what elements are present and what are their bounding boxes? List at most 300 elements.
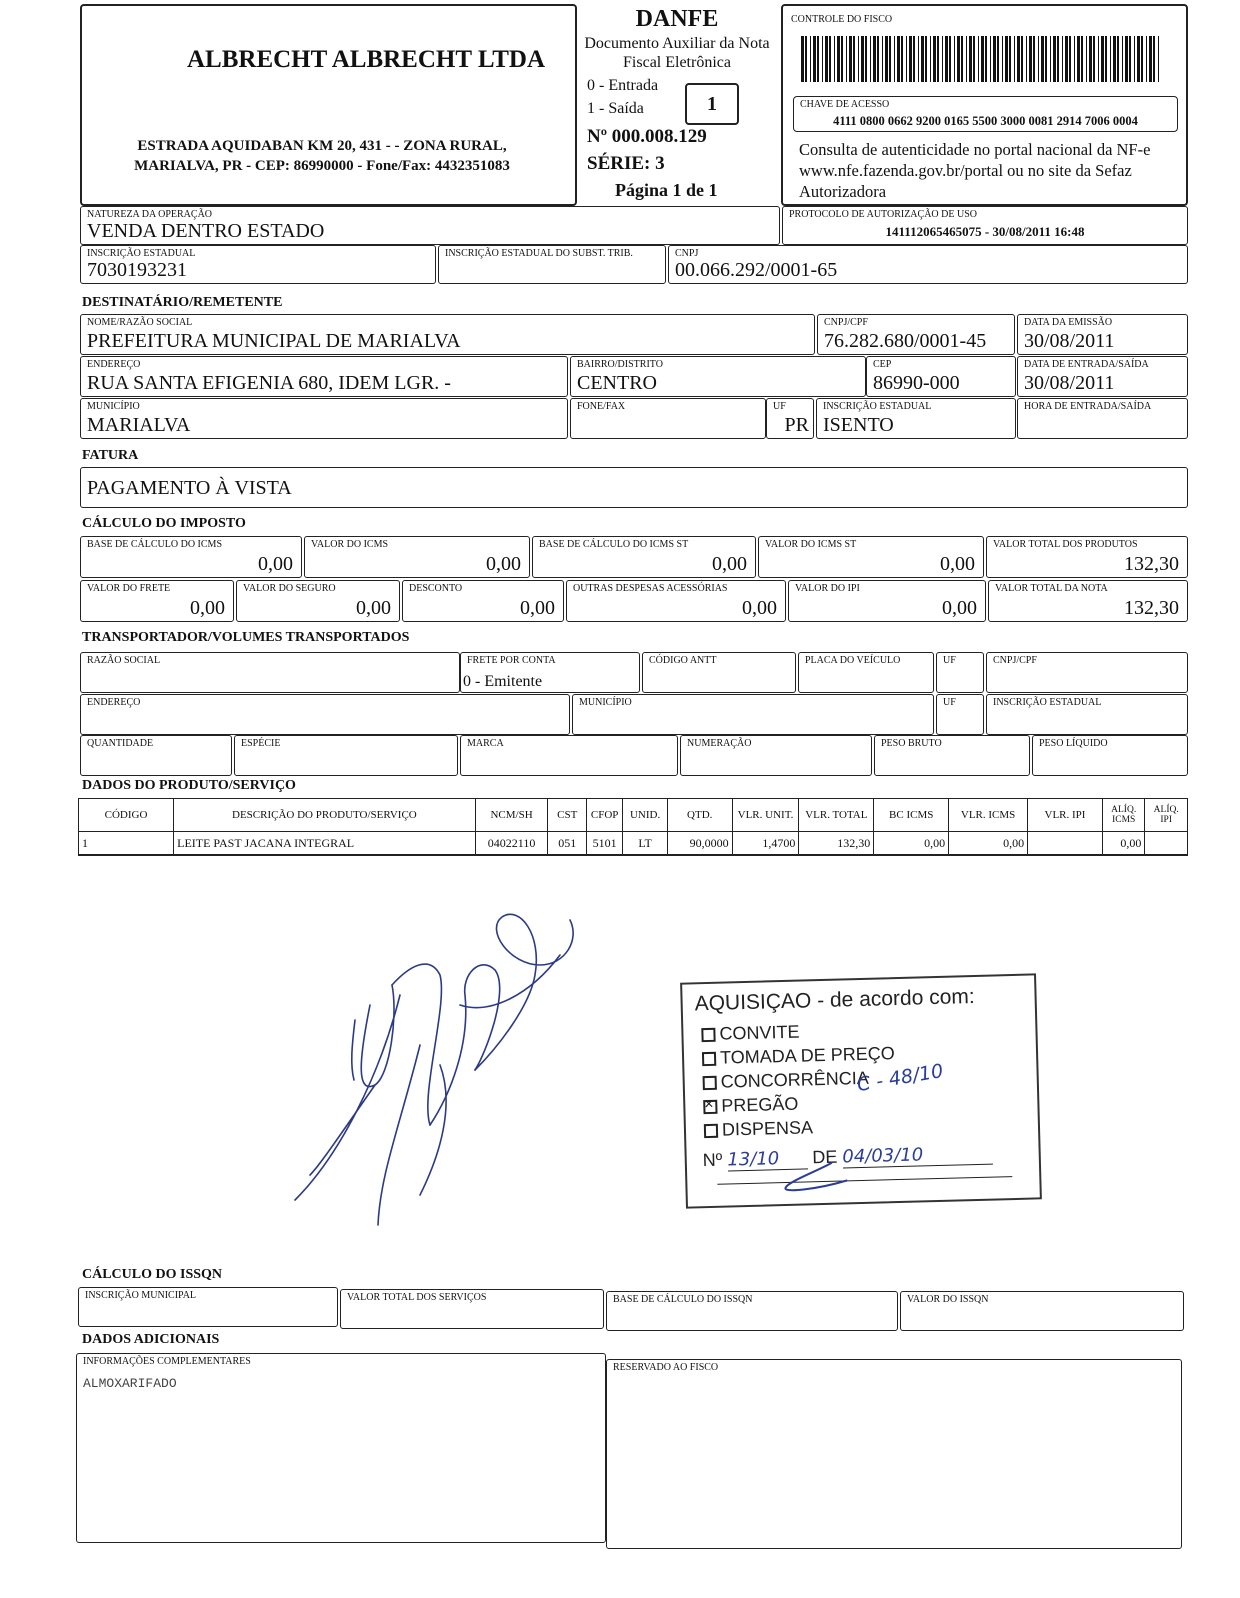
ie-st-label: INSCRIÇÃO ESTADUAL DO SUBST. TRIB. [445,248,633,259]
dest-endereco-label: ENDEREÇO [87,359,141,370]
icms-label: VALOR DO ICMS [311,539,389,550]
produtos-cell: 5101 [586,832,622,856]
seguro-cell [236,580,400,622]
transp-uf2-cell [936,694,984,735]
transp-razao-cell [80,652,460,693]
barcode-bar [822,36,823,82]
produtos-cell: 0,00 [874,832,949,856]
transp-marca-label: MARCA [467,738,504,749]
reservado-fisco-cell [606,1359,1182,1549]
chave-acesso: 4111 0800 0662 9200 0165 5500 3000 0081 2914 7006 0004 [833,114,1138,128]
natureza-cell [80,206,780,245]
section-destinatario: DESTINATÁRIO/REMETENTE [82,295,283,310]
barcode-bar [810,36,811,82]
barcode-bar [1045,36,1047,82]
total-prod-label: VALOR TOTAL DOS PRODUTOS [993,539,1138,550]
dest-ie-value: ISENTO [823,414,894,436]
dest-endereco-cell [80,356,568,397]
barcode [801,36,1163,82]
stamp-option-convite [701,1022,800,1046]
produtos-col-header: VLR. UNIT. [732,799,799,832]
controle-fisco-label: CONTROLE DO FISCO [791,14,893,25]
frete-value: 0,00 [190,597,225,619]
barcode-bar [993,36,996,82]
checkbox-icon [701,1027,715,1041]
barcode-bar [954,36,955,82]
barcode-bar [937,36,939,82]
barcode-bar [1117,36,1119,82]
barcode-bar [841,36,843,82]
barcode-bar [837,36,840,82]
barcode-bar [942,36,943,82]
barcode-bar [1125,36,1128,82]
produtos-cell: 132,30 [799,832,874,856]
bc-icms-label: BASE DE CÁLCULO DO ICMS [87,539,223,550]
stamp-option-label: CONVITE [719,1021,800,1044]
chave-acesso-label: CHAVE DE ACESSO [800,99,890,110]
dest-hora-label: HORA DE ENTRADA/SAÍDA [1024,401,1152,412]
transp-uf2-label: UF [943,697,956,708]
produtos-cell: LEITE PAST JACANA INTEGRAL [174,832,476,856]
barcode-bar [870,36,871,82]
barcode-bar [1110,36,1111,82]
checkbox-checked-icon [703,1099,717,1113]
dest-nome-cell [80,314,815,355]
section-adicionais: DADOS ADICIONAIS [82,1332,220,1347]
dest-cep-cell [866,356,1016,397]
bc-icms-cell [80,536,302,578]
barcode-bar [1014,36,1015,82]
total-prod-cell [986,536,1188,578]
protocolo-value: 141112065465075 - 30/08/2011 16:48 [885,224,1085,239]
dest-ie-label: INSCRIÇÃO ESTADUAL [823,401,932,412]
produtos-col-header: VLR. IPI [1028,799,1103,832]
transp-bruto-label: PESO BRUTO [881,738,942,749]
transp-municipio-cell [572,694,934,735]
danfe-subtitle [577,34,777,72]
checkbox-icon [702,1051,716,1065]
transp-frete-label: FRETE POR CONTA [467,655,556,666]
transp-liquido-cell [1032,735,1188,776]
cnpj-emit-value: 00.066.292/0001-65 [675,259,838,281]
produtos-col-header: ALÍQ. IPI [1145,799,1188,832]
dest-entrada-value: 30/08/2011 [1024,372,1115,394]
transp-cnpj-label: CNPJ/CPF [993,655,1037,666]
barcode-bar [930,36,931,82]
barcode-bar [894,36,895,82]
barcode-bar [873,36,876,82]
natureza-value: VENDA DENTRO ESTADO [87,220,325,242]
icms-st-value: 0,00 [940,553,975,575]
barcode-bar [1081,36,1083,82]
table-row [79,832,1188,856]
transp-liquido-label: PESO LÍQUIDO [1039,738,1108,749]
barcode-bar [813,36,816,82]
total-prod-value: 132,30 [1124,553,1179,575]
dest-endereco-value: RUA SANTA EFIGENIA 680, IDEM LGR. - [87,372,451,394]
barcode-bar [897,36,900,82]
produtos-cell: 90,0000 [667,832,732,856]
frete-label: VALOR DO FRETE [87,583,171,594]
barcode-bar [849,36,852,82]
transp-endereco-label: ENDEREÇO [87,697,141,708]
dest-emissao-value: 30/08/2011 [1024,330,1115,352]
info-complementar-cell [76,1353,606,1543]
issqn-bc-label: BASE DE CÁLCULO DO ISSQN [613,1294,753,1305]
barcode-bar [825,36,828,82]
dest-municipio-cell [80,398,568,439]
desconto-label: DESCONTO [409,583,463,594]
produtos-table [78,798,1188,856]
dest-bairro-cell [570,356,866,397]
dest-municipio-label: MUNICÍPIO [87,401,140,412]
transp-numeracao-cell [680,735,872,776]
produtos-col-header: DESCRIÇÃO DO PRODUTO/SERVIÇO [174,799,476,832]
barcode-bar [846,36,847,82]
danfe-id-block [577,4,779,206]
info-complementar-value: ALMOXARIFADO [83,1376,177,1391]
section-transporte: TRANSPORTADOR/VOLUMES TRANSPORTADOS [82,630,410,645]
danfe-entrada: 0 - Entrada [587,77,659,94]
total-nota-cell [988,580,1188,622]
protocolo-label: PROTOCOLO DE AUTORIZAÇÃO DE USO [789,209,977,220]
stamp-option-label: PREGÃO [721,1093,799,1116]
stamp-initials [777,1158,858,1194]
emitente-box [80,4,577,206]
produtos-col-header: CFOP [586,799,622,832]
transp-placa-label: PLACA DO VEÍCULO [805,655,901,666]
stamp-option-label: DISPENSA [721,1117,814,1140]
issqn-im-label: INSCRIÇÃO MUNICIPAL [85,1290,197,1301]
dest-fone-cell [570,398,766,439]
emitente-endereco-l1: ESTRADA AQUIDABAN KM 20, 431 - - ZONA RURAL, [137,138,507,154]
transp-uf-cell [936,652,984,693]
reservado-fisco-label: RESERVADO AO FISCO [613,1362,719,1373]
transp-placa-cell [798,652,934,693]
dest-uf-value: PR [784,414,809,436]
icms-cell [304,536,530,578]
barcode-bar [978,36,979,82]
dest-uf-label: UF [773,401,786,412]
barcode-bar [882,36,883,82]
barcode-bar [829,36,831,82]
barcode-bar [1017,36,1020,82]
dest-fone-label: FONE/FAX [577,401,626,412]
danfe-numero: Nº 000.008.129 [587,126,707,147]
barcode-bar [1089,36,1092,82]
transp-especie-label: ESPÉCIE [241,738,281,749]
bc-st-value: 0,00 [712,553,747,575]
transp-endereco-cell [80,694,570,735]
barcode-bar [945,36,948,82]
barcode-bar [921,36,924,82]
icms-value: 0,00 [486,553,521,575]
barcode-bar [1134,36,1135,82]
stamp-option-label: CONCORRÊNCIA [720,1067,869,1092]
natureza-label: NATUREZA DA OPERAÇÃO [87,209,213,220]
barcode-bar [1002,36,1003,82]
produtos-cell: 0,00 [1102,832,1144,856]
transp-qtd-cell [80,735,232,776]
barcode-bar [1065,36,1068,82]
ie-value: 7030193231 [87,259,187,281]
produtos-cell: LT [623,832,668,856]
emitente-nome: ALBRECHT ALBRECHT LTDA [187,46,545,73]
produtos-cell: 1 [79,832,174,856]
stamp-option-tomada [702,1043,895,1069]
barcode-bar [1062,36,1063,82]
barcode-bar [889,36,891,82]
barcode-bar [1005,36,1008,82]
danfe-subtitle-l1: Documento Auxiliar da Nota [584,35,770,52]
dest-entrada-cell [1017,356,1188,397]
dest-bairro-label: BAIRRO/DISTRITO [577,359,663,370]
danfe-tipo-box: 1 [685,83,739,125]
dest-entrada-label: DATA DE ENTRADA/SAÍDA [1024,359,1149,370]
dest-cnpj-label: CNPJ/CPF [824,317,868,328]
section-produtos: DADOS DO PRODUTO/SERVIÇO [82,778,296,793]
seguro-label: VALOR DO SEGURO [243,583,336,594]
stamp-option-label: TOMADA DE PREÇO [719,1043,895,1068]
barcode-bar [865,36,867,82]
produtos-cell [1028,832,1103,856]
transp-razao-label: RAZÃO SOCIAL [87,655,161,666]
emitente-endereco-l2: MARIALVA, PR - CEP: 86990000 - Fone/Fax: 4432351083 [134,158,510,174]
transp-municipio-label: MUNICÍPIO [579,697,632,708]
barcode-bar [990,36,991,82]
barcode-bar [925,36,927,82]
stamp-option-pregao [703,1094,799,1117]
danfe-title: DANFE [635,6,719,32]
barcode-bar [1141,36,1143,82]
produtos-col-header: ALÍQ. ICMS [1102,799,1144,832]
stamp-annotation: C - 48/10 [855,1059,945,1096]
barcode-bar [1093,36,1095,82]
transp-antt-label: CÓDIGO ANTT [649,655,717,666]
transp-frete-cell [460,652,640,693]
barcode-bar [1122,36,1123,82]
barcode-bar [969,36,972,82]
seguro-value: 0,00 [356,597,391,619]
barcode-bar [1101,36,1104,82]
barcode-bar [853,36,855,82]
issqn-valor-cell [900,1291,1184,1331]
ipi-cell [788,580,986,622]
barcode-bar [1146,36,1147,82]
produtos-cell: 04022110 [475,832,548,856]
dest-nome-label: NOME/RAZÃO SOCIAL [87,317,193,328]
issqn-total-cell [340,1289,604,1329]
produtos-col-header: VLR. ICMS [949,799,1028,832]
fatura-cell [80,467,1188,508]
signature [280,895,600,1235]
cnpj-emit-label: CNPJ [675,248,699,259]
barcode-bar [1074,36,1075,82]
stamp-option-concorrencia [702,1068,869,1093]
frete-cell [80,580,234,622]
danfe-subtitle-l2: Fiscal Eletrônica [623,54,731,71]
barcode-bar [1098,36,1099,82]
ipi-label: VALOR DO IPI [795,583,860,594]
barcode-bar [861,36,864,82]
bc-st-cell [532,536,756,578]
transp-bruto-cell [874,735,1030,776]
barcode-bar [805,36,807,82]
barcode-bar [1026,36,1027,82]
produtos-col-header: CST [548,799,586,832]
barcode-bar [1153,36,1155,82]
barcode-bar [885,36,888,82]
barcode-bar [957,36,960,82]
checkbox-icon [703,1075,717,1089]
protocolo-cell [782,206,1188,245]
dest-municipio-value: MARIALVA [87,414,191,436]
stamp-signature-line [717,1176,1012,1185]
barcode-bar [949,36,951,82]
barcode-bar [966,36,967,82]
barcode-bar [1137,36,1140,82]
dest-ie-cell [816,398,1016,439]
barcode-bar [1105,36,1107,82]
stamp-numero: 13/10 [727,1147,808,1171]
ie-st-cell [438,245,666,284]
checkbox-icon [704,1123,718,1137]
icms-st-cell [758,536,984,578]
section-imposto: CÁLCULO DO IMPOSTO [82,516,246,531]
barcode-bar [858,36,859,82]
danfe-pagina: Página 1 de 1 [615,180,718,200]
dest-emissao-cell [1017,314,1188,355]
issqn-valor-label: VALOR DO ISSQN [907,1294,989,1305]
dest-uf-cell [766,398,814,439]
barcode-bar [1029,36,1032,82]
emitente-endereco [112,136,532,176]
barcode-bar [1158,36,1159,82]
ipi-value: 0,00 [942,597,977,619]
barcode-bar [913,36,915,82]
info-complementar-label: INFORMAÇÕES COMPLEMENTARES [83,1356,251,1367]
barcode-bar [1086,36,1087,82]
barcode-bar [801,36,804,82]
aquisicao-stamp [680,973,1042,1208]
produtos-cell [1145,832,1188,856]
produtos-col-header: CÓDIGO [79,799,174,832]
bc-st-label: BASE DE CÁLCULO DO ICMS ST [539,539,689,550]
barcode-bar [909,36,912,82]
barcode-bar [906,36,907,82]
barcode-bar [918,36,919,82]
fatura-value: PAGAMENTO À VISTA [87,477,292,499]
stamp-option-dispensa [704,1117,814,1141]
barcode-bar [901,36,903,82]
transp-cnpj-cell [986,652,1188,693]
desconto-cell [402,580,564,622]
dest-bairro-value: CENTRO [577,372,657,394]
barcode-bar [1033,36,1035,82]
barcode-bar [1077,36,1080,82]
barcode-bar [981,36,984,82]
chave-acesso-box [793,96,1178,132]
dest-emissao-label: DATA DA EMISSÃO [1024,317,1113,328]
barcode-bar [1050,36,1051,82]
barcode-bar [1009,36,1011,82]
stamp-numero-prefix: Nº [702,1149,723,1171]
produtos-header-row [79,799,1188,832]
produtos-col-header: UNID. [623,799,668,832]
outras-cell [566,580,786,622]
barcode-bar [1057,36,1059,82]
outras-label: OUTRAS DESPESAS ACESSÓRIAS [573,583,728,594]
transp-especie-cell [234,735,458,776]
barcode-bar [997,36,999,82]
barcode-bar [817,36,819,82]
transp-frete-value: 0 - Emitente [463,673,543,690]
danfe-serie: SÉRIE: 3 [587,153,665,174]
stamp-numero-line [702,1142,1020,1172]
icms-st-label: VALOR DO ICMS ST [765,539,857,550]
ie-cell [80,245,436,284]
barcode-bar [985,36,987,82]
section-fatura: FATURA [82,448,139,463]
barcode-bar [1149,36,1152,82]
barcode-bar [1129,36,1131,82]
dest-nome-value: PREFEITURA MUNICIPAL DE MARIALVA [87,330,461,352]
dest-cep-value: 86990-000 [873,372,960,394]
danfe-saida: 1 - Saída [587,100,644,117]
barcode-bar [1053,36,1056,82]
stamp-de: DE [812,1146,838,1168]
total-nota-label: VALOR TOTAL DA NOTA [995,583,1108,594]
barcode-bar [1038,36,1039,82]
produtos-col-header: VLR. TOTAL [799,799,874,832]
outras-value: 0,00 [742,597,777,619]
barcode-bar [1041,36,1044,82]
transp-antt-cell [642,652,796,693]
cnpj-emit-cell [668,245,1188,284]
produtos-col-header: NCM/SH [475,799,548,832]
barcode-bar [1113,36,1116,82]
barcode-bar [877,36,879,82]
produtos-cell: 1,4700 [732,832,799,856]
section-issqn: CÁLCULO DO ISSQN [82,1267,223,1282]
dest-hora-cell [1017,398,1188,439]
dest-cnpj-cell [817,314,1015,355]
issqn-im-cell [78,1287,338,1327]
dest-cnpj-value: 76.282.680/0001-45 [824,330,987,352]
transp-ie-cell [986,694,1188,735]
stamp-title: AQUISIÇAO - de acordo com: [694,984,975,1016]
produtos-cell: 051 [548,832,586,856]
produtos-col-header: BC ICMS [874,799,949,832]
stamp-data: 04/03/10 [842,1143,993,1169]
barcode-bar [961,36,963,82]
transp-marca-cell [460,735,678,776]
barcode-bar [973,36,975,82]
consulta-texto: Consulta de autenticidade no portal nacional da NF-e www.nfe.fazenda.gov.br/portal ou no site da Sefaz Autorizadora [799,140,1151,201]
barcode-bar [933,36,936,82]
produtos-cell: 0,00 [949,832,1028,856]
transp-numeracao-label: NUMERAÇÃO [687,738,752,749]
bc-icms-value: 0,00 [258,553,293,575]
issqn-bc-cell [606,1291,898,1331]
issqn-total-label: VALOR TOTAL DOS SERVIÇOS [347,1292,487,1303]
transp-qtd-label: QUANTIDADE [87,738,154,749]
produtos-col-header: QTD. [667,799,732,832]
total-nota-value: 132,30 [1124,597,1179,619]
transp-ie-label: INSCRIÇÃO ESTADUAL [993,697,1102,708]
fisco-box [781,4,1188,206]
desconto-value: 0,00 [520,597,555,619]
